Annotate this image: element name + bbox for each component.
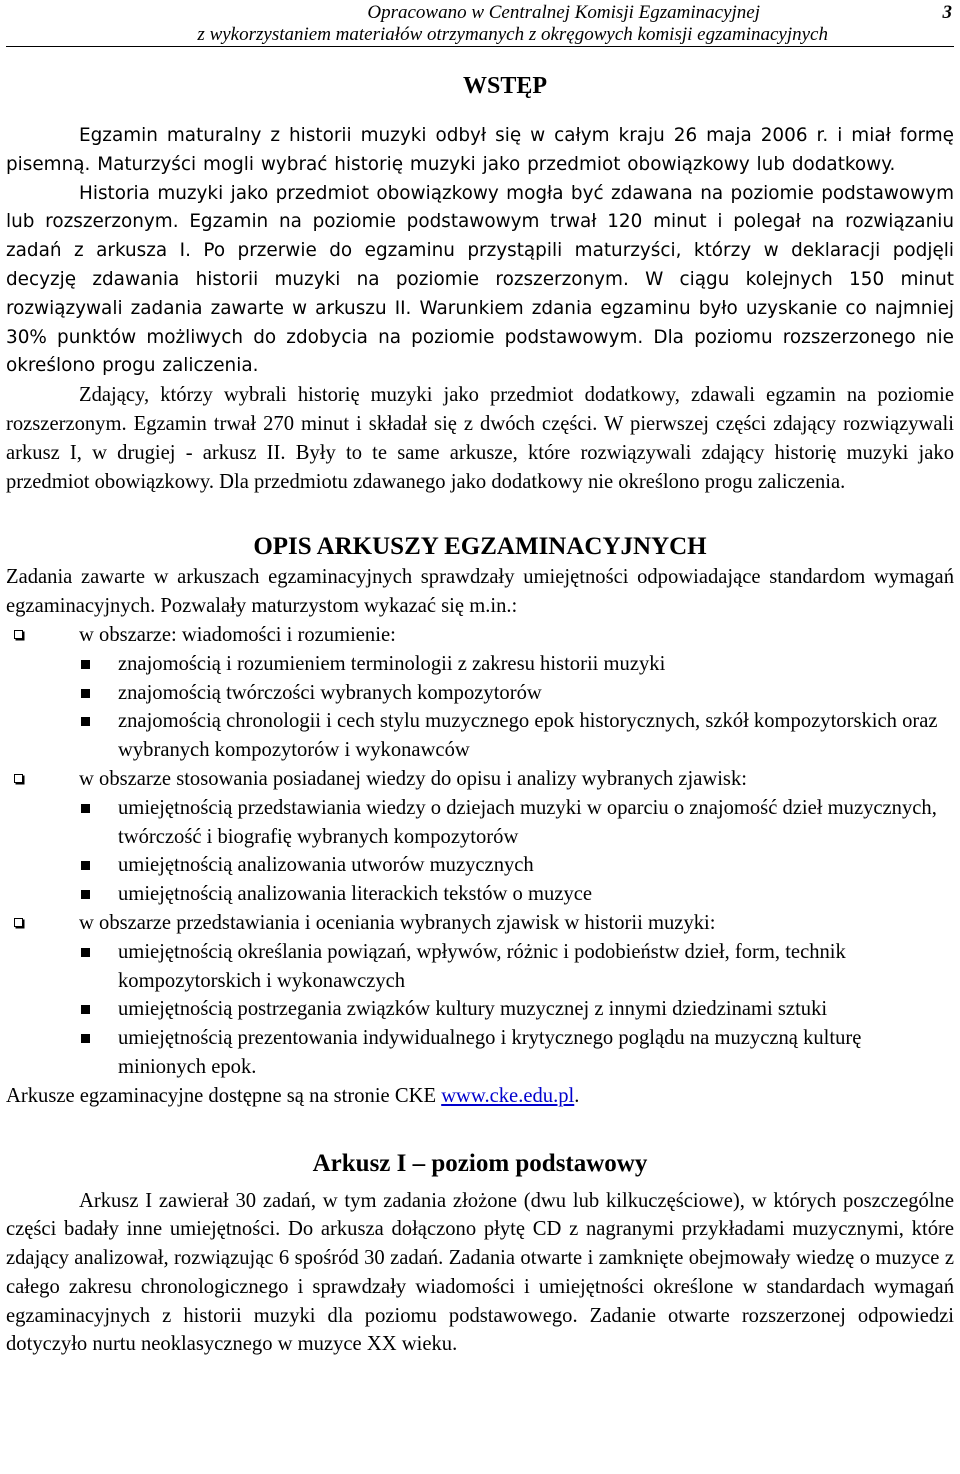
availability-suffix: . [574,1084,580,1107]
list-item [79,794,954,852]
header-institution: Opracowano w Centralnej Komisji Egzaminacyjnej [367,2,760,23]
skill-area-label: w obszarze przedstawiania i oceniania wybranych zjawisk w historii muzyki: [79,911,716,934]
wstep-p2-sentence-a: Historia muzyki jako przedmiot obowiązkowy mogła być zdawana na poziomie podstawowym lub rozszerzonym. [6,182,954,233]
list-item-text: umiejętnością prezentowania indywidualnego i krytycznego poglądu na muzyczną kulturę minionych epok. [118,1027,862,1078]
page-number: 3 [942,2,952,23]
list-item [79,1024,954,1082]
square-bullet-icon [81,1005,90,1014]
list-item-text: umiejętnością analizowania utworów muzycznych [118,854,534,877]
skill-area-items [79,794,954,909]
wstep-paragraph-2 [6,180,954,382]
availability-prefix: Arkusze egzaminacyjne dostępne są na stronie CKE [6,1084,442,1107]
list-item [79,880,954,909]
list-item-text: znajomością i rozumieniem terminologii z zakresu historii muzyki [118,652,666,675]
square-bullet-icon [81,804,90,813]
skill-area-label: w obszarze: wiadomości i rozumienie: [79,623,396,646]
square-bullet-icon [81,948,90,957]
skill-area-label: w obszarze stosowania posiadanej wiedzy do opisu i analizy wybranych zjawisk: [79,767,747,790]
header-divider [6,46,954,47]
checkbox-bullet-icon [14,774,23,783]
arkusz-1-text-b: Zadania otwarte i zamknięte obejmowały wiedzę o muzyce z całego zakresu chronologicznego i sprawdzały wiadomości i umiejętności określone w standardach wymagań egzaminacyjnych z historii muzyki dla poziomu podstawowego. Zadanie otwarte rozszerzonej odpowiedzi dotyczyło nurtu neoklasycznego w muzyce XX wieku. [6,1247,954,1356]
section-title-arkusz-1: Arkusz I – poziom podstawowy [312,1149,648,1177]
arkusz-1-text-a: Arkusz I zawierał 30 zadań, w tym zadania złożone (dwu lub kilkuczęściowe), w których poszczególne części badały inne umiejętności. Do arkusza dołączono płytę CD z nagranymi przykładami muzycznymi, które zdający analizował, rozwiązując 6 spośród 30 zadań. [6,1189,954,1270]
checkbox-bullet-icon [14,630,23,639]
cke-website-link[interactable]: www.cke.edu.pl [441,1084,575,1107]
arkusz-1-paragraph [6,1187,954,1360]
square-bullet-icon [81,890,90,899]
wstep-paragraph-3: Zdający, którzy wybrali historię muzyki jako przedmiot dodatkowy, zdawali egzamin na poziomie rozszerzonym. Egzamin trwał 270 minut i składał się z dwóch części. W pierwszej części zdający rozwiązywali arkusz I, w drugiej - arkusz II. Były to te same arkusze, które rozwiązywali zdający historię muzyki jako przedmiot obowiązkowy. Dla przedmiotu zdawanego jako dodatkowy nie określono progu zaliczenia. [6,384,954,493]
skill-area-items [79,938,954,1082]
square-bullet-icon [81,1034,90,1043]
list-item-text: umiejętnością przedstawiania wiedzy o dziejach muzyki w oparciu o znajomość dzieł muzycznych, twórczość i biografię wybranych kompozytorów [118,796,937,848]
page-content [6,70,954,1359]
wstep-paragraph-1: Egzamin maturalny z historii muzyki odbył się w całym kraju 26 maja 2006 r. i miał formę pisemną. Maturzyści mogli wybrać historię muzyki jako przedmiot obowiązkowy lub dodatkowy. [6,125,954,175]
list-item [79,707,954,765]
list-item [79,679,954,708]
header-source-note: z wykorzystaniem materiałów otrzymanych z okręgowych komisji egzaminacyjnych [197,24,828,45]
availability-note [6,1082,954,1111]
page-header [0,0,960,46]
square-bullet-icon [81,717,90,726]
wstep-p2-sentence-e: Dla poziomu rozszerzonego nie określono progu zaliczenia. [6,326,954,377]
list-item [79,650,954,679]
list-item [79,938,954,996]
skill-area-2 [6,765,954,909]
wstep-p2-sentence-b: Egzamin na poziomie podstawowym trwał 120 minut i polegał na rozwiązaniu zadań z arkusza I. [6,211,954,262]
checkbox-bullet-icon [14,918,23,927]
skill-areas-list [6,621,954,1082]
square-bullet-icon [81,660,90,669]
list-item-text: umiejętnością określania powiązań, wpływów, różnic i podobieństw dzieł, form, technik kompozytorskich i wykonawczych [118,940,846,992]
list-item [79,995,954,1024]
wstep-body [6,122,954,381]
section-title-opis: OPIS ARKUSZY EGZAMINACYJNYCH [253,533,707,561]
list-item [79,851,954,880]
list-item-text: znajomością chronologii i cech stylu muzycznego epok historycznych, szkół kompozytorskich oraz wybranych kompozytorów i wykonawców [118,710,938,762]
wstep-p2-sentence-d: Warunkiem zdania egzaminu było uzyskanie co najmniej 30% punktów możliwych do zdobycia na poziomie podstawowym. [6,297,954,348]
square-bullet-icon [81,689,90,698]
opis-intro: Zadania zawarte w arkuszach egzaminacyjnych sprawdzały umiejętności odpowiadające standardom wymagań egzaminacyjnych. Pozwalały maturzystom wykazać się m.in.: [6,566,954,618]
list-item-text: umiejętnością analizowania literackich tekstów o muzyce [118,883,593,906]
list-item-text: znajomością twórczości wybranych kompozytorów [118,681,542,704]
square-bullet-icon [81,861,90,870]
skill-area-3 [6,909,954,1082]
list-item-text: umiejętnością postrzegania związków kultury muzycznej z innymi dziedzinami sztuki [118,998,828,1021]
skill-area-items [79,650,954,765]
section-title-wstep: WSTĘP [462,73,548,99]
wstep-p2-sentence-c: Po przerwie do egzaminu przystąpili maturzyści, którzy w deklaracji podjęli decyzję zdawania historii muzyki na poziomie rozszerzonym. W ciągu kolejnych 150 minut rozwiązywali zadania zawarte w arkuszu II. [6,240,954,319]
skill-area-1 [6,621,954,765]
